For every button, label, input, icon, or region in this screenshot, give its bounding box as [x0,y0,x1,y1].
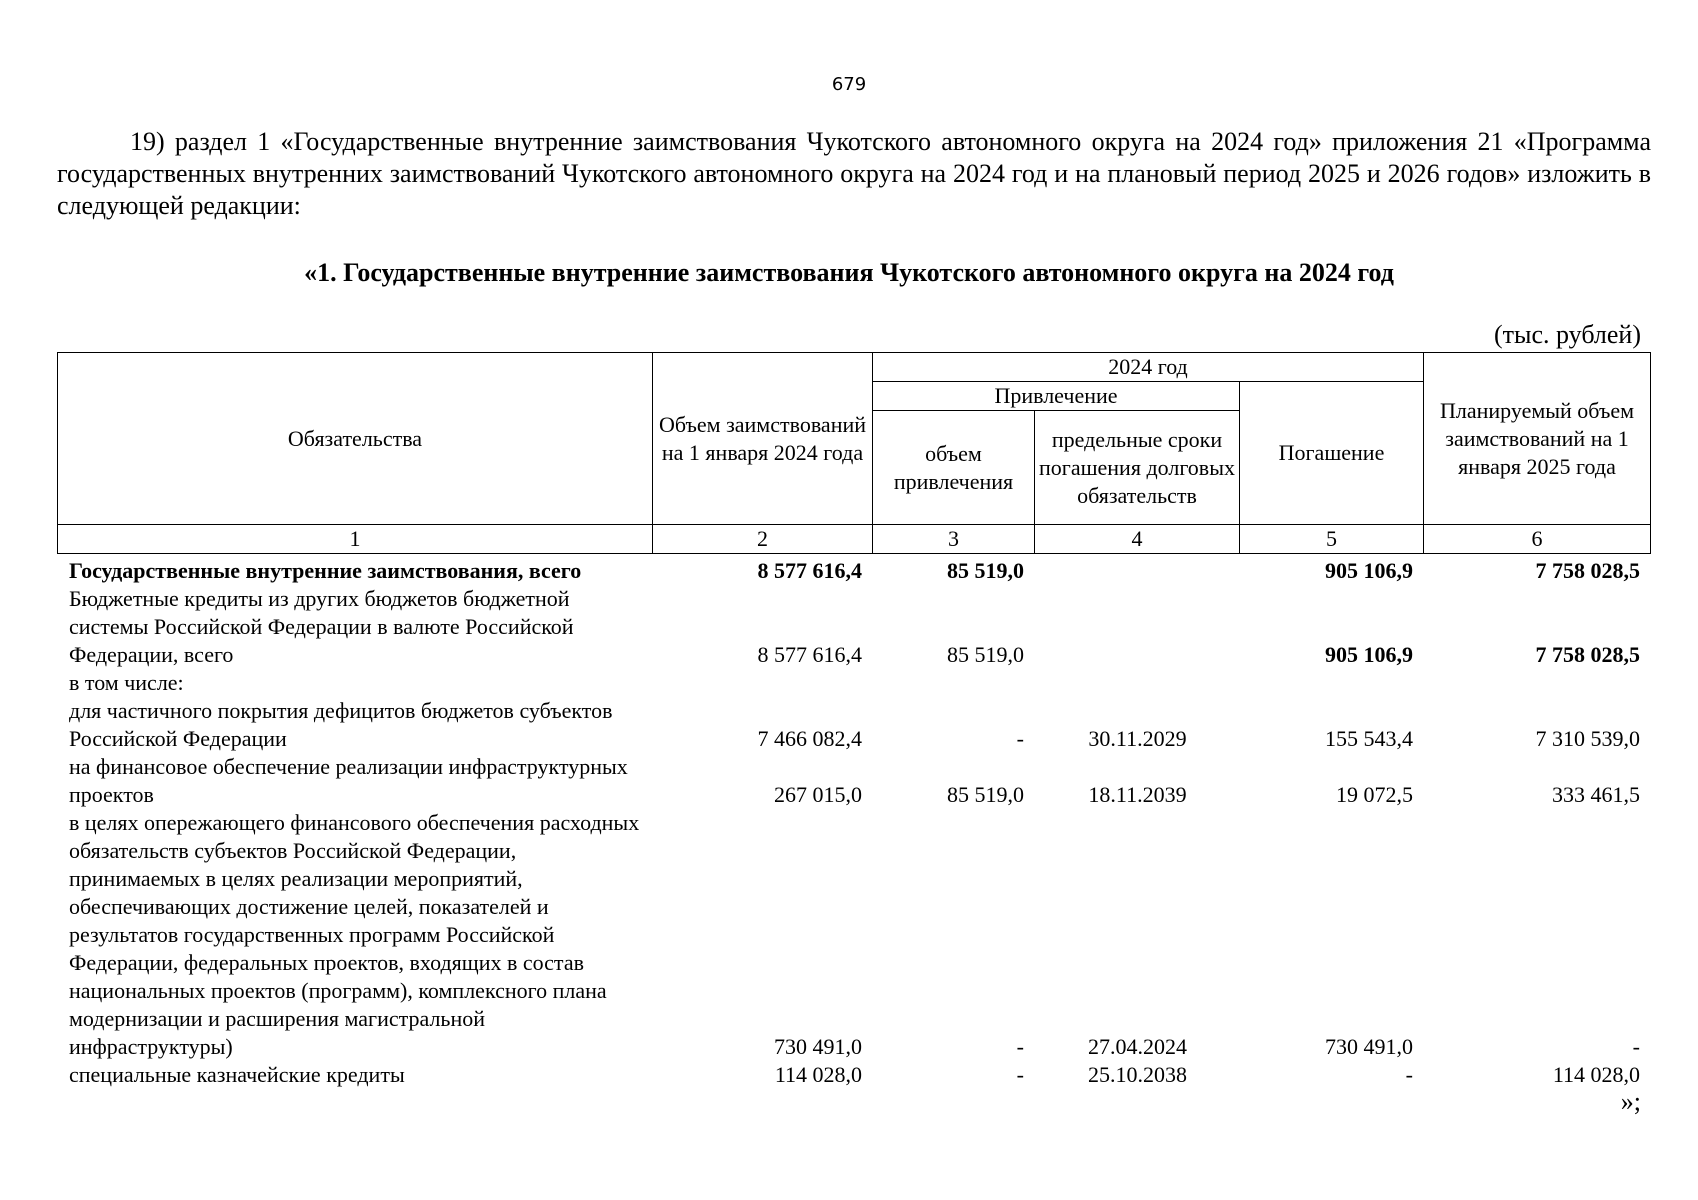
header-attraction-volume: объем привлечения [873,411,1035,525]
cell-planned-volume: 7 758 028,5 [1535,558,1640,583]
col-number-6: 6 [1424,525,1651,554]
header-obligations: Обязательства [58,353,653,525]
cell-deadline [1034,557,1239,585]
col-number-2: 2 [653,525,873,554]
cell-attraction-volume: - [1016,1034,1024,1059]
header-volume-start: Объем заимствований на 1 января 2024 года [653,353,873,525]
cell-repayment: 905 106,9 [1325,558,1413,583]
header-planned-volume: Планируемый объем заимствований на 1 января 2025 года [1424,353,1651,525]
header-deadline: предельные сроки погашения долговых обязательств [1035,411,1240,525]
col-number-4: 4 [1035,525,1240,554]
cell-attraction-volume: - [1016,1062,1024,1087]
cell-repayment [1239,669,1423,697]
row-label: Государственные внутренние заимствования, всего [69,558,582,583]
cell-attraction-volume [872,669,1034,697]
cell-planned-volume: 333 461,5 [1552,782,1640,807]
table-row [57,557,1650,585]
row-label: специальные казначейские кредиты [69,1062,405,1087]
col-number-3: 3 [873,525,1035,554]
cell-planned-volume: 7 758 028,5 [1535,642,1640,667]
row-label: на финансовое обеспечение реализации инфраструктурных проектов [69,754,628,807]
cell-volume-start: 8 577 616,4 [757,558,862,583]
table-header [57,352,1651,554]
col-number-1: 1 [58,525,653,554]
cell-planned-volume: 114 028,0 [1552,1062,1640,1087]
table-body [57,557,1650,1089]
page-number: 679 [831,74,867,95]
cell-volume-start: 7 466 082,4 [757,726,862,751]
table-row [57,809,1650,1061]
cell-volume-start [652,669,872,697]
cell-repayment: - [1405,1062,1413,1087]
col-number-5: 5 [1240,525,1424,554]
cell-deadline: 30.11.2029 [1088,726,1187,751]
table-row [57,753,1650,809]
cell-planned-volume: 7 310 539,0 [1535,726,1640,751]
row-label: для частичного покрытия дефицитов бюджетов субъектов Российской Федерации [69,698,613,751]
cell-attraction-volume: 85 519,0 [947,642,1024,667]
cell-attraction-volume: 85 519,0 [947,558,1024,583]
cell-planned-volume [1423,669,1650,697]
table-row [57,1061,1650,1089]
header-attraction: Привлечение [873,382,1240,411]
header-repayment: Погашение [1240,382,1424,525]
table-row [57,585,1650,669]
cell-attraction-volume: - [1016,726,1024,751]
cell-planned-volume: - [1632,1034,1640,1059]
units-label: (тыс. рублей) [1493,320,1641,349]
cell-deadline: 18.11.2039 [1088,782,1187,807]
header-year: 2024 год [873,353,1424,382]
cell-repayment: 905 106,9 [1325,642,1413,667]
section-title: «1. Государственные внутренние заимствования Чукотского автономного округа на 2024 год [304,258,1394,287]
cell-volume-start: 114 028,0 [774,1062,862,1087]
row-label: в том числе: [69,670,184,695]
cell-repayment: 19 072,5 [1336,782,1413,807]
row-label: в целях опережающего финансового обеспечения расходных обязательств субъектов Российской Федерации, принимаемых в целях реализации мероприятий, обеспечивающих достижение целей, показателей и результатов государственных программ Российской Федерации, федеральных проектов, входящих в состав национальных проектов (программ), комплексного плана модернизации и расширения магистральной инфраструктуры) [69,810,640,1059]
cell-volume-start: 8 577 616,4 [757,642,862,667]
cell-deadline [1034,585,1239,669]
cell-attraction-volume: 85 519,0 [947,782,1024,807]
cell-volume-start: 730 491,0 [774,1034,862,1059]
cell-deadline [1034,669,1239,697]
row-label: Бюджетные кредиты из других бюджетов бюджетной системы Российской Федерации в валюте Российской Федерации, всего [69,586,574,667]
cell-deadline: 25.10.2038 [1088,1062,1187,1087]
intro-paragraph: 19) раздел 1 «Государственные внутренние заимствования Чукотского автономного округа на 2024 год» приложения 21 «Программа государственных внутренних заимствований Чукотского автономного округа на 2024 год и на плановый период 2025 и 2026 годов» изложить в следующей редакции: [57,127,1651,220]
table-row [57,697,1650,753]
table-row [57,669,1650,697]
cell-volume-start: 267 015,0 [774,782,862,807]
closing-quote: »; [1620,1087,1641,1116]
cell-repayment: 730 491,0 [1325,1034,1413,1059]
cell-deadline: 27.04.2024 [1088,1034,1187,1059]
cell-repayment: 155 543,4 [1325,726,1413,751]
